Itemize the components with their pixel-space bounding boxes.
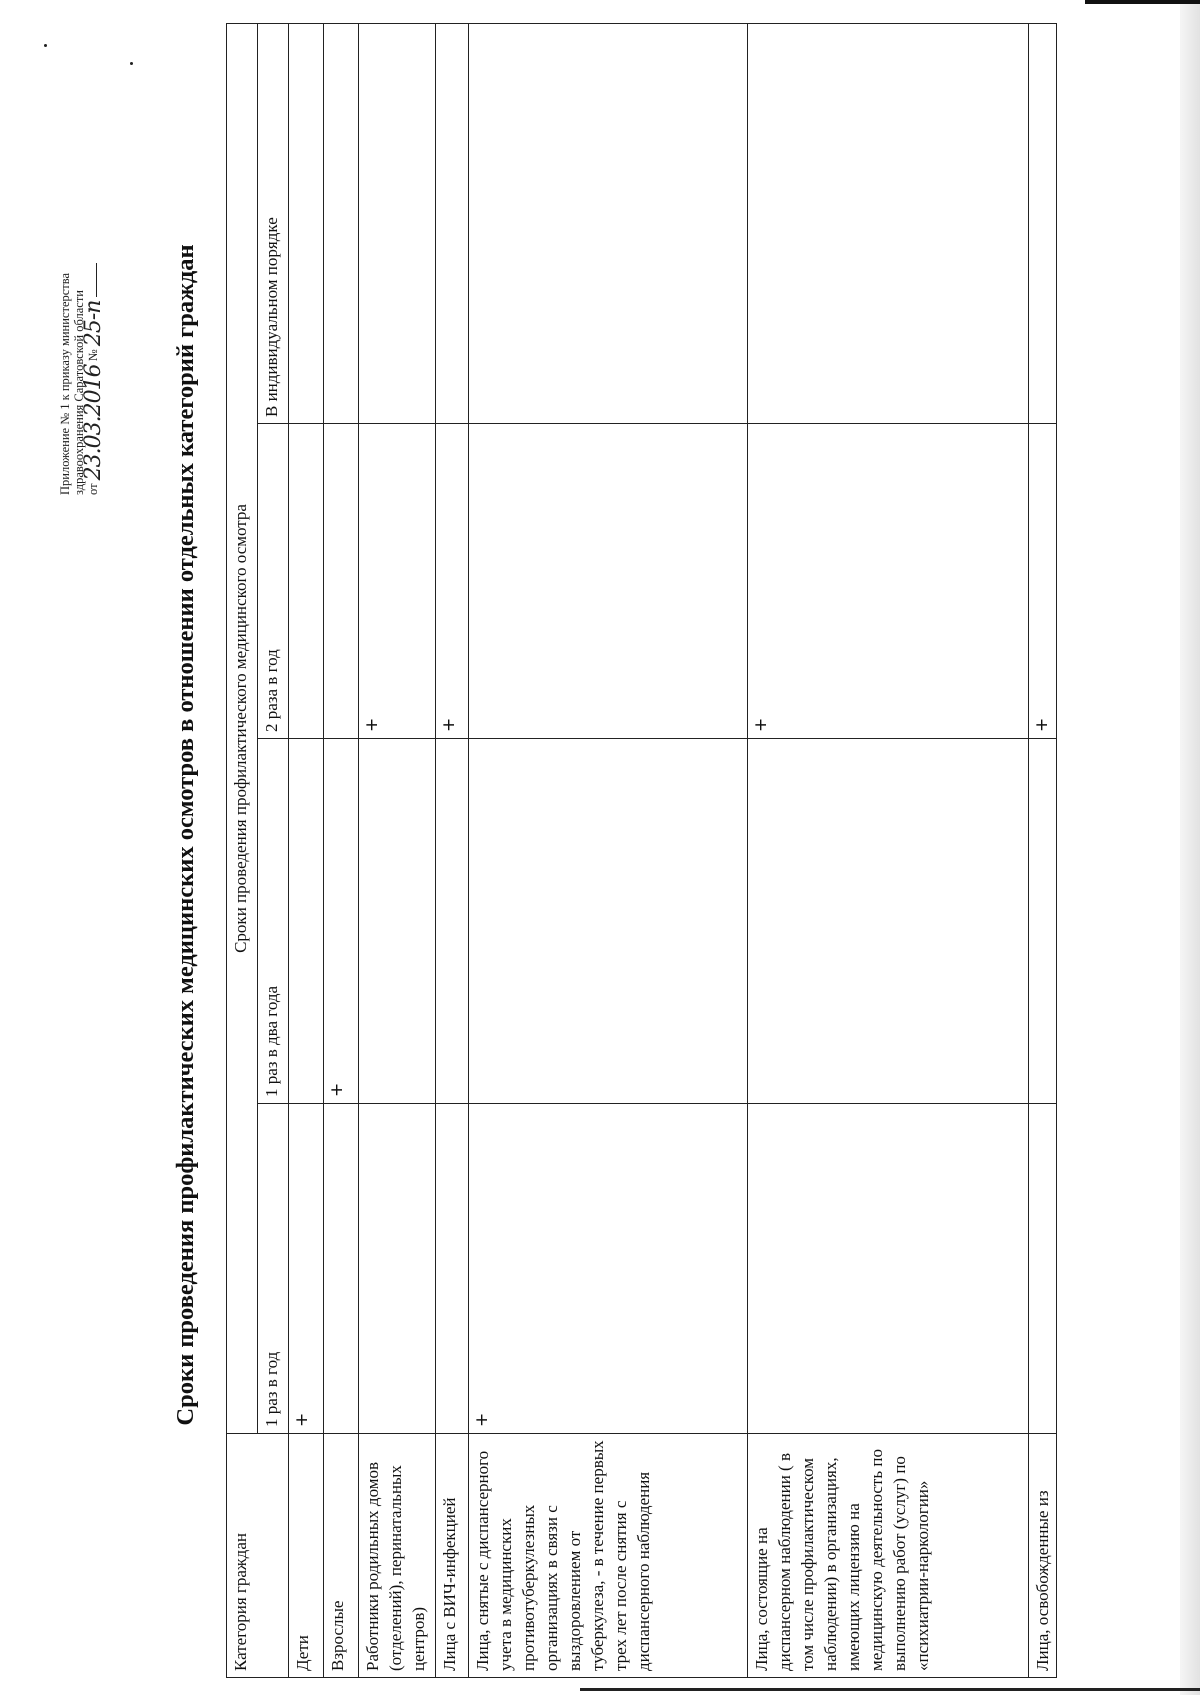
mark-cell <box>289 23 324 423</box>
appendix-note-line1: Приложение № 1 к приказу министерства <box>58 272 72 495</box>
mark-cell <box>324 424 359 739</box>
underline-blank <box>96 263 97 297</box>
mark-cell <box>1029 1104 1057 1434</box>
table-row <box>469 23 748 1677</box>
mark-cell <box>436 23 469 423</box>
mark-cell <box>469 23 748 423</box>
document-title: Сроки проведения профилактических медицинских осмотров в отношении отдельных категорий граждан <box>172 244 199 1426</box>
mark-cell: + <box>436 424 469 739</box>
mark-cell <box>359 739 436 1104</box>
row-category: Лица, освобожденные из <box>1029 1434 1057 1678</box>
mark-cell: + <box>359 424 436 739</box>
table-header-row <box>227 23 258 1677</box>
appendix-note <box>58 155 106 495</box>
date-prefix: от <box>86 483 100 495</box>
mark-cell <box>748 23 1029 423</box>
mark-cell <box>289 424 324 739</box>
mark-cell: + <box>324 739 359 1104</box>
table-row <box>324 23 359 1677</box>
mark-cell <box>748 1104 1029 1434</box>
table-row <box>359 23 436 1677</box>
row-category: Работники родильных домов (отделений), перинатальных центров) <box>359 1434 436 1678</box>
mark-cell <box>1029 739 1057 1104</box>
table-subheader-row <box>258 23 289 1677</box>
number-prefix: № <box>86 349 100 362</box>
table-row <box>436 23 469 1677</box>
mark-cell <box>289 739 324 1104</box>
header-col-twice-a-year: 2 раза в год <box>258 424 289 739</box>
mark-cell <box>324 23 359 423</box>
table-row <box>1029 23 1057 1677</box>
mark-cell <box>469 424 748 739</box>
mark-cell: + <box>1029 424 1057 739</box>
header-col-individual: В индивидуальном порядке <box>258 23 289 423</box>
mark-cell <box>1029 23 1057 423</box>
appendix-note-line3 <box>81 155 106 495</box>
row-category: Лица с ВИЧ-инфекцией <box>436 1434 469 1678</box>
appendix-note-line2: здравоохранения Саратовской области <box>72 290 86 495</box>
schedule-table <box>226 23 1057 1678</box>
handwritten-number: 25-п <box>81 300 106 347</box>
table-row <box>289 23 324 1677</box>
mark-cell <box>436 739 469 1104</box>
header-col-once-a-year: 1 раз в год <box>258 1104 289 1434</box>
header-terms-group: Сроки проведения профилактического медицинского осмотра <box>227 23 258 1433</box>
mark-cell <box>324 1104 359 1434</box>
row-category: Дети <box>289 1434 324 1678</box>
mark-cell: + <box>748 424 1029 739</box>
row-category: Лица, состоящие на диспансерном наблюдении ( в том числе профилактическом наблюдении) в организациях, имеющих лицензию на медицинскую деятельность по выполнению работ (услуг) по «психиатрии-наркологии» <box>748 1434 1029 1678</box>
mark-cell <box>359 1104 436 1434</box>
mark-cell <box>469 739 748 1104</box>
row-category: Взрослые <box>324 1434 359 1678</box>
mark-cell: + <box>469 1104 748 1434</box>
mark-cell: + <box>289 1104 324 1434</box>
handwritten-date: 23.03.2016 <box>81 364 106 481</box>
table-row <box>748 23 1029 1677</box>
mark-cell <box>359 23 436 423</box>
mark-cell <box>436 1104 469 1434</box>
header-category: Категория граждан <box>227 1434 289 1678</box>
mark-cell <box>748 739 1029 1104</box>
header-col-once-in-two-years: 1 раз в два года <box>258 739 289 1104</box>
row-category: Лица, снятые с диспансерного учета в медицинских противотуберкулезных организациях в связи с выздоровлением от туберкулеза, - в течение первых трех лет после снятия с диспансерного наблюдения <box>469 1434 748 1678</box>
